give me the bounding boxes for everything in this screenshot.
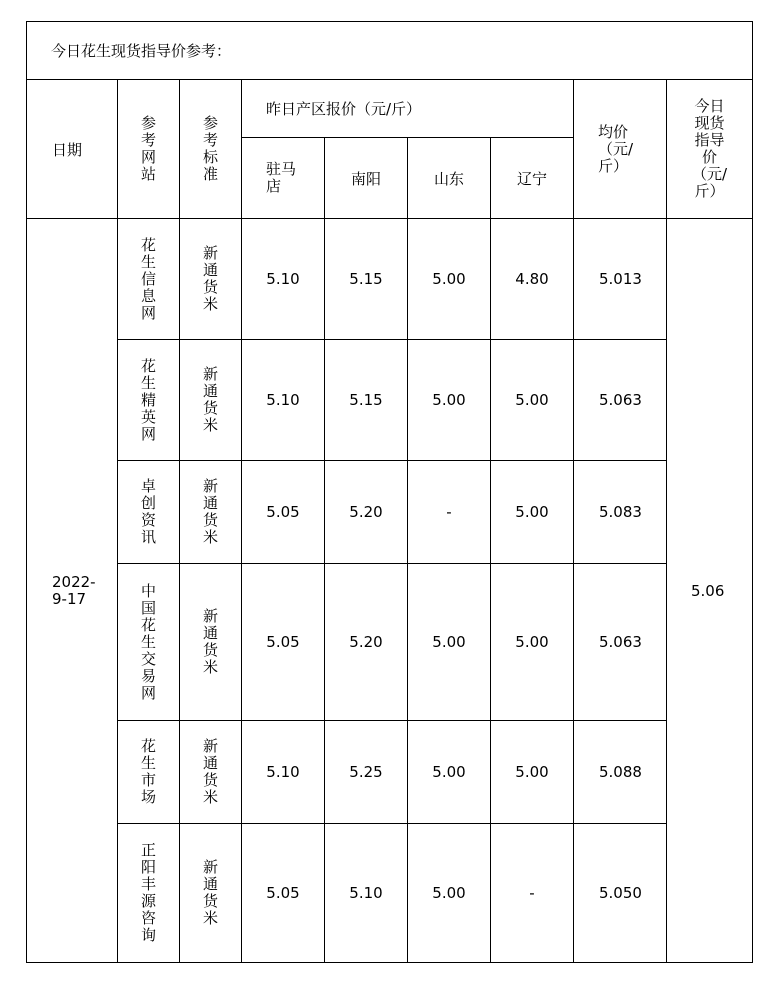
price-cell: 5.00 bbox=[408, 340, 491, 461]
price-cell: 5.00 bbox=[491, 721, 574, 824]
header-site: 参考网站 bbox=[118, 80, 180, 219]
header-region-shandong: 山东 bbox=[408, 138, 491, 219]
price-cell: 5.10 bbox=[325, 824, 408, 963]
price-cell: 4.80 bbox=[491, 219, 574, 340]
average-cell: 5.013 bbox=[574, 219, 667, 340]
header-yesterday-price: 昨日产区报价（元/斤） bbox=[242, 80, 574, 138]
average-cell: 5.088 bbox=[574, 721, 667, 824]
site-cell: 正阳丰源咨询 bbox=[118, 824, 180, 963]
table-row bbox=[27, 461, 753, 564]
price-cell: 5.00 bbox=[408, 219, 491, 340]
price-cell: 5.10 bbox=[242, 219, 325, 340]
price-cell: 5.10 bbox=[242, 721, 325, 824]
standard-cell: 新通货米 bbox=[180, 564, 242, 721]
site-cell: 卓创资讯 bbox=[118, 461, 180, 564]
table-row bbox=[27, 219, 753, 340]
average-cell: 5.050 bbox=[574, 824, 667, 963]
guide-price-cell: 5.06 bbox=[667, 219, 753, 963]
header-guide-price: 今日现货指导价（元/斤） bbox=[667, 80, 753, 219]
price-cell: 5.15 bbox=[325, 219, 408, 340]
price-cell: 5.05 bbox=[242, 564, 325, 721]
header-region-nanyang: 南阳 bbox=[325, 138, 408, 219]
price-cell: 5.00 bbox=[491, 461, 574, 564]
price-cell: - bbox=[491, 824, 574, 963]
standard-cell: 新通货米 bbox=[180, 340, 242, 461]
average-cell: 5.083 bbox=[574, 461, 667, 564]
price-cell: 5.05 bbox=[242, 461, 325, 564]
standard-cell: 新通货米 bbox=[180, 721, 242, 824]
header-region-zhumadian: 驻马店 bbox=[242, 138, 325, 219]
standard-cell: 新通货米 bbox=[180, 461, 242, 564]
price-cell: 5.10 bbox=[242, 340, 325, 461]
header-region-liaoning: 辽宁 bbox=[491, 138, 574, 219]
table-row bbox=[27, 564, 753, 721]
price-cell: - bbox=[408, 461, 491, 564]
table-row bbox=[27, 340, 753, 461]
header-date: 日期 bbox=[27, 80, 118, 219]
standard-cell: 新通货米 bbox=[180, 219, 242, 340]
table-row bbox=[27, 721, 753, 824]
average-cell: 5.063 bbox=[574, 340, 667, 461]
price-table bbox=[26, 21, 753, 963]
header-standard: 参考标准 bbox=[180, 80, 242, 219]
price-cell: 5.00 bbox=[408, 721, 491, 824]
average-cell: 5.063 bbox=[574, 564, 667, 721]
header-average: 均价（元/斤） bbox=[574, 80, 667, 219]
site-cell: 中国花生交易网 bbox=[118, 564, 180, 721]
table-row bbox=[27, 824, 753, 963]
price-cell: 5.20 bbox=[325, 461, 408, 564]
price-cell: 5.00 bbox=[408, 564, 491, 721]
site-cell: 花生精英网 bbox=[118, 340, 180, 461]
page-title: 今日花生现货指导价参考： bbox=[27, 22, 753, 80]
standard-cell: 新通货米 bbox=[180, 824, 242, 963]
price-cell: 5.00 bbox=[408, 824, 491, 963]
price-cell: 5.05 bbox=[242, 824, 325, 963]
price-cell: 5.00 bbox=[491, 340, 574, 461]
price-cell: 5.15 bbox=[325, 340, 408, 461]
price-cell: 5.00 bbox=[491, 564, 574, 721]
price-cell: 5.20 bbox=[325, 564, 408, 721]
price-cell: 5.25 bbox=[325, 721, 408, 824]
site-cell: 花生市场 bbox=[118, 721, 180, 824]
site-cell: 花生信息网 bbox=[118, 219, 180, 340]
date-cell: 2022-9-17 bbox=[27, 219, 118, 963]
